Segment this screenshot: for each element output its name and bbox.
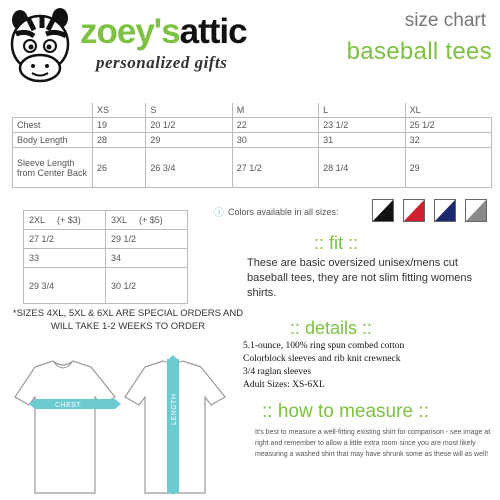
table-row — [24, 230, 188, 249]
chest-label: CHEST — [55, 402, 82, 409]
page-subtitle: baseball tees — [346, 38, 492, 65]
colors-available — [214, 204, 339, 219]
table-cell: 26 — [93, 148, 146, 188]
zebra-mascot-logo — [6, 6, 76, 86]
details-line: 3/4 raglan sleeves — [243, 367, 312, 377]
price-extra: (+ $3) — [57, 215, 81, 225]
table-cell: 22 — [232, 118, 318, 133]
table-cell: 25 1/2 — [405, 118, 491, 133]
table-cell: 28 1/4 — [319, 148, 405, 188]
table-cell: 26 3/4 — [146, 148, 232, 188]
row-label: Sleeve Length from Center Back — [13, 148, 93, 188]
special-order-note: *SIZES 4XL, 5XL & 6XL ARE SPECIAL ORDERS AND WILL TAKE 1-2 WEEKS TO ORDER — [12, 308, 244, 332]
table-header-row — [13, 103, 492, 118]
column-header: XL — [405, 103, 491, 118]
table-cell: 27 1/2 — [24, 230, 106, 249]
table-cell: 32 — [405, 133, 491, 148]
size-label: 3XL — [111, 215, 128, 225]
table-header-row — [24, 211, 188, 230]
row-label: Body Length — [13, 133, 93, 148]
table-cell: 28 — [93, 133, 146, 148]
table-cell: 27 1/2 — [232, 148, 318, 188]
fit-description: These are basic oversized unisex/mens cut baseball tees, they are not slim fitting womens shirts. — [247, 257, 473, 299]
column-header: S — [146, 103, 232, 118]
shirt-measurement-diagram — [5, 355, 240, 495]
column-header: M — [232, 103, 318, 118]
swatch-red — [403, 199, 425, 222]
table-cell: 31 — [319, 133, 405, 148]
details-title: :: details :: — [290, 318, 373, 338]
details-list — [243, 340, 493, 392]
table-cell: 29 — [146, 133, 232, 148]
table-cell: 29 — [405, 148, 491, 188]
details-line: 5.1-ounce, 100% ring spun combed cotton — [243, 341, 405, 351]
length-measure-bar — [167, 359, 179, 493]
column-header — [106, 211, 188, 230]
colors-label: Colors available in all sizes: — [228, 206, 339, 217]
column-header: L — [319, 103, 405, 118]
table-row — [13, 133, 492, 148]
measure-title: :: how to measure :: — [262, 401, 429, 422]
size-label: 2XL — [29, 215, 46, 225]
brand-tagline: personalized gifts — [96, 53, 228, 72]
shirt-front-outline — [15, 361, 115, 493]
brand-part1: zoey's — [80, 12, 180, 51]
table-cell: 29 1/2 — [106, 230, 188, 249]
table-row — [24, 249, 188, 268]
table-row — [13, 148, 492, 188]
table-cell: 19 — [93, 118, 146, 133]
price-extra: (+ $5) — [139, 215, 163, 225]
table-row — [13, 118, 492, 133]
table-cell: 33 — [24, 249, 106, 268]
table-cell: 23 1/2 — [319, 118, 405, 133]
table-cell: 30 1/2 — [106, 268, 188, 304]
details-line: Adult Sizes: XS-6XL — [243, 380, 325, 390]
table-cell: 20 1/2 — [146, 118, 232, 133]
size-table — [12, 103, 492, 188]
swatch-black — [372, 199, 394, 222]
fit-title: :: fit :: — [314, 233, 359, 253]
table-corner-cell — [13, 103, 93, 118]
table-cell: 29 3/4 — [24, 268, 106, 304]
extended-size-table — [23, 210, 188, 304]
page-title: size chart — [404, 10, 486, 31]
swatch-navy — [434, 199, 456, 222]
brand-wordmark — [80, 14, 247, 49]
measure-description: It's best to measure a well-fitting existing shirt for comparison - see image at right and remember to allow a little extra room since you are most likely measuring a washed shirt that may have shrunk some as these will as well! — [255, 429, 491, 458]
table-cell: 34 — [106, 249, 188, 268]
details-line: Colorblock sleeves and rib knit crewneck — [243, 354, 401, 364]
row-label: Chest — [13, 118, 93, 133]
brand-part2: attic — [179, 12, 247, 51]
table-row — [24, 268, 188, 304]
table-cell: 30 — [232, 133, 318, 148]
column-header — [24, 211, 106, 230]
swatch-gray — [465, 199, 487, 222]
column-header: XS — [93, 103, 146, 118]
length-label: LENGTH — [171, 393, 178, 425]
info-icon: ⓘ — [214, 208, 224, 219]
